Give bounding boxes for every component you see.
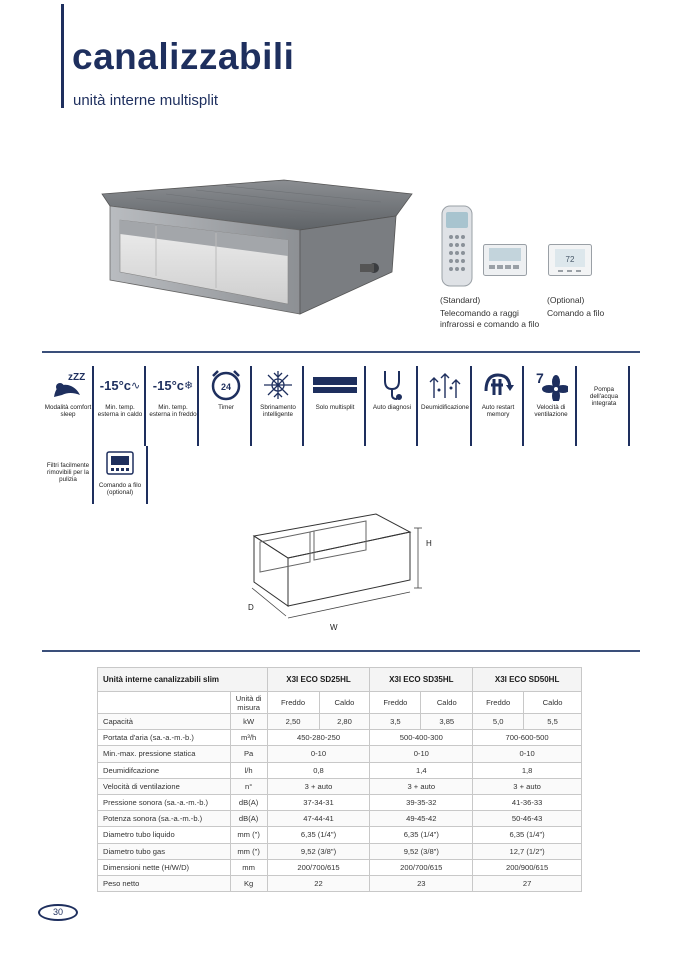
pump-label: Pompa dell'acqua integrata <box>589 386 619 408</box>
remote-control-image <box>441 205 473 287</box>
dim-d-label: D <box>248 603 254 612</box>
table-row: Min.-max. pressione statica Pa 0-10 0-10 0-10 <box>98 746 582 762</box>
wired-controller-optional-image <box>548 244 592 276</box>
auto-restart-icon <box>474 368 522 402</box>
table-header-row <box>98 668 582 692</box>
feature-auto-restart: Auto restart memory <box>474 366 524 446</box>
feature-min-temp-cool: -15°c ❄ Min. temp. esterna in freddo <box>149 366 199 446</box>
optional-desc: Comando a filo <box>547 308 605 318</box>
wired-controller-standard-image <box>483 244 527 276</box>
table-row: Diametro tubo liquido mm (") 6,35 (1/4") 6,35 (1/4") 6,35 (1/4") <box>98 827 582 843</box>
feature-auto-diagnosis: Auto diagnosi <box>368 366 418 446</box>
multisplit-icon <box>306 368 364 402</box>
table-row: Velocità di ventilazione n° 3 + auto 3 + auto 3 + auto <box>98 778 582 794</box>
ducted-unit-image <box>96 176 416 318</box>
dim-h-label: H <box>426 539 432 548</box>
page-subtitle: unità interne multisplit <box>73 92 219 109</box>
optional-tag: (Optional) <box>547 295 585 305</box>
fan-speed-glyph: 7 <box>536 370 544 386</box>
timer-icon <box>202 368 250 402</box>
dim-w-label: W <box>330 623 338 632</box>
feature-integrated-pump <box>580 366 630 446</box>
timer-glyph: 24 <box>220 382 232 392</box>
table-title: Unità interne canalizzabili slim <box>98 668 268 692</box>
feature-dehumidification: Deumidificazione <box>420 366 472 446</box>
filter-label: Filtri facilmente rimovibili per la pulizia <box>46 462 90 484</box>
feature-timer: 24 Timer <box>202 366 252 446</box>
feature-multisplit-only: Solo multisplit <box>306 366 366 446</box>
unit-header: Unità di misura <box>230 692 267 714</box>
table-row: Portata d'aria (sa.-a.-m.-b.) m³/h 450-280-250 500-400-300 700-600-500 <box>98 730 582 746</box>
table-row: Potenza sonora (sa.-a.-m.-b.) dB(A) 47-44-41 49-45-42 50-46-43 <box>98 811 582 827</box>
model-sd50: X3I ECO SD50HL <box>473 668 582 692</box>
temp-cool-icon: -15°c ❄ <box>152 377 194 393</box>
defrost-icon <box>254 368 302 402</box>
feature-wired-control: Comando a filo (optional) <box>96 446 148 504</box>
page-number: 30 <box>38 904 78 921</box>
standard-desc: Telecomando a raggi infrarossi e comando a filo <box>440 308 540 329</box>
dehumidify-icon <box>420 368 470 402</box>
model-sd25: X3I ECO SD25HL <box>267 668 370 692</box>
table-row: Pressione sonora (sa.-a.-m.-b.) dB(A) 37-34-31 39-35-32 41-36-33 <box>98 794 582 810</box>
title-accent-bar <box>61 4 64 108</box>
table-row: Capacità kW 2,50 2,80 3,5 3,85 5,0 5,5 <box>98 714 582 730</box>
fan-speed-icon <box>527 368 575 402</box>
model-sd35: X3I ECO SD35HL <box>370 668 473 692</box>
feature-min-temp-heat: -15°c ∿ Min. temp. esterna in caldo <box>96 366 146 446</box>
page-title: canalizzabili <box>72 36 295 77</box>
spec-table <box>97 667 582 892</box>
wired-control-icon <box>96 448 144 478</box>
temp-heat-icon: -15°c ∿ <box>99 377 141 393</box>
divider-bottom <box>42 650 640 652</box>
feature-fan-speed: 7 Velocità di ventilazione <box>527 366 577 446</box>
diagnosis-icon <box>368 368 416 402</box>
feature-removable-filters <box>44 446 94 504</box>
standard-tag: (Standard) <box>440 295 481 305</box>
dimension-drawing <box>240 508 440 636</box>
controller-screen-value: 72 <box>565 255 575 264</box>
table-row: Peso netto Kg 22 23 27 <box>98 875 582 891</box>
table-row: Diametro tubo gas mm (") 9,52 (3/8") 9,52 (3/8") 12,7 (1/2") <box>98 843 582 859</box>
divider-top <box>42 351 640 353</box>
feature-smart-defrost: Sbrinamento intelligente <box>254 366 304 446</box>
table-row: Dimensioni nette (H/W/D) mm 200/700/615 200/700/615 200/900/615 <box>98 859 582 875</box>
sleep-icon <box>44 368 92 402</box>
table-subheader-row: Unità di misura Freddo Caldo Freddo Caldo Freddo Caldo <box>98 692 582 714</box>
table-row: Deumidifcazione l/h 0,8 1,4 1,8 <box>98 762 582 778</box>
svg-text:zZZ: zZZ <box>68 372 86 383</box>
feature-comfort-sleep: zZZ Modalità comfort sleep <box>44 366 94 446</box>
